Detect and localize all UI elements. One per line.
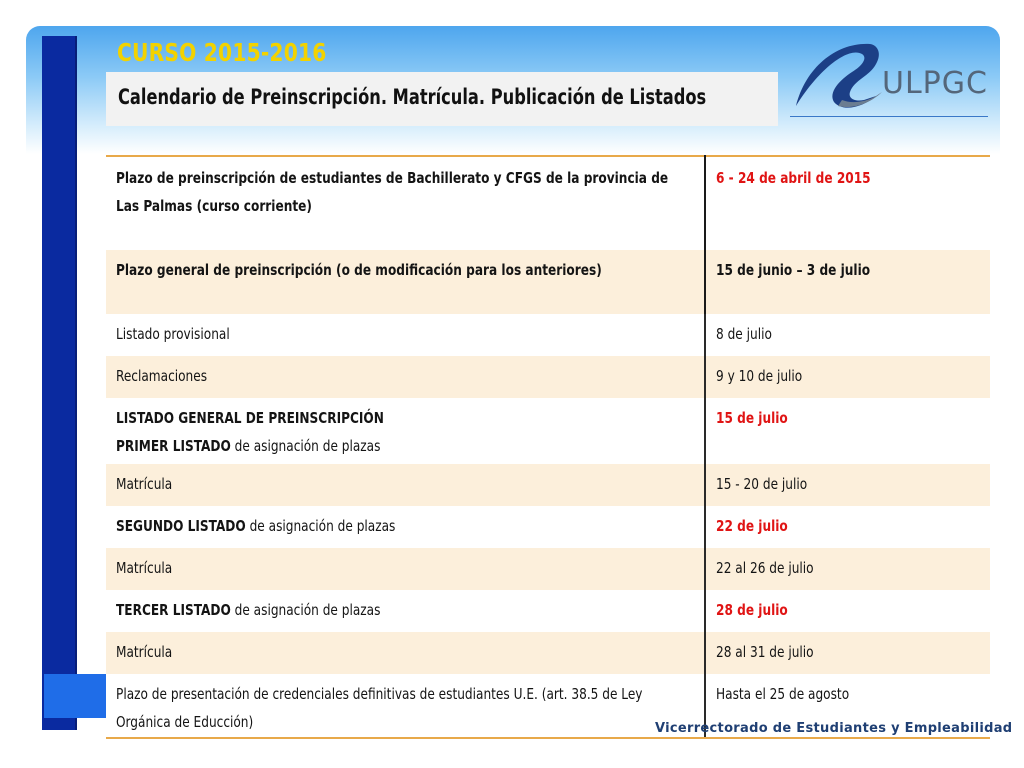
table-row bbox=[106, 464, 990, 506]
row-date: 9 y 10 de julio bbox=[716, 367, 803, 385]
row-label: SEGUNDO LISTADO de asignación de plazas bbox=[106, 506, 705, 548]
row-date: 15 - 20 de julio bbox=[716, 475, 808, 493]
row-date: 8 de julio bbox=[716, 325, 772, 343]
left-accent-bar bbox=[42, 36, 75, 730]
row-date: 15 de junio – 3 de julio bbox=[716, 261, 871, 279]
table-row bbox=[106, 632, 990, 674]
row-label: LISTADO GENERAL DE PREINSCRIPCIÓN PRIMER LISTADO de asignación de plazas bbox=[106, 398, 705, 464]
table-row bbox=[106, 590, 990, 632]
row-label: Matrícula bbox=[106, 464, 705, 506]
course-title: CURSO 2015-2016 bbox=[117, 38, 327, 67]
row-date: 22 al 26 de julio bbox=[716, 559, 814, 577]
row-date: 6 - 24 de abril de 2015 bbox=[705, 156, 990, 250]
row-date: 28 de julio bbox=[716, 601, 788, 619]
row-date: Hasta el 25 de agosto bbox=[705, 674, 990, 738]
slide-title: Calendario de Preinscripción. Matrícula. Publicación de Listados bbox=[118, 85, 707, 109]
row-label: Matrícula bbox=[106, 632, 705, 674]
footer-department: Vicerrectorado de Estudiantes y Empleabilidad bbox=[655, 721, 1013, 736]
row-date: 22 de julio bbox=[716, 517, 788, 535]
row-label: Plazo general de preinscripción (o de modificación para los anteriores) bbox=[106, 250, 705, 314]
table-row bbox=[106, 314, 990, 356]
row-label: Listado provisional bbox=[106, 314, 705, 356]
table-row bbox=[106, 356, 990, 398]
row-label: TERCER LISTADO de asignación de plazas bbox=[106, 590, 705, 632]
row-date: 15 de julio bbox=[716, 409, 788, 427]
table-row bbox=[106, 548, 990, 590]
row-label: Matrícula bbox=[106, 548, 705, 590]
row-label: Reclamaciones bbox=[106, 356, 705, 398]
row-label: Plazo de presentación de credenciales definitivas de estudiantes U.E. (art. 38.5 de Ley Orgánica de Educción) bbox=[106, 674, 705, 738]
row-label: Plazo de preinscripción de estudiantes de Bachillerato y CFGS de la provincia de Las Palmas (curso corriente) bbox=[106, 156, 705, 250]
logo-underline bbox=[790, 116, 988, 117]
calendar-table bbox=[106, 155, 990, 739]
row-date: 28 al 31 de julio bbox=[716, 643, 814, 661]
table-row bbox=[106, 250, 990, 314]
ulpgc-logo-text: ULPGC bbox=[882, 66, 988, 101]
table-row bbox=[106, 398, 990, 464]
table-row bbox=[106, 156, 990, 250]
table-row bbox=[106, 506, 990, 548]
slide-title-box bbox=[106, 72, 778, 126]
